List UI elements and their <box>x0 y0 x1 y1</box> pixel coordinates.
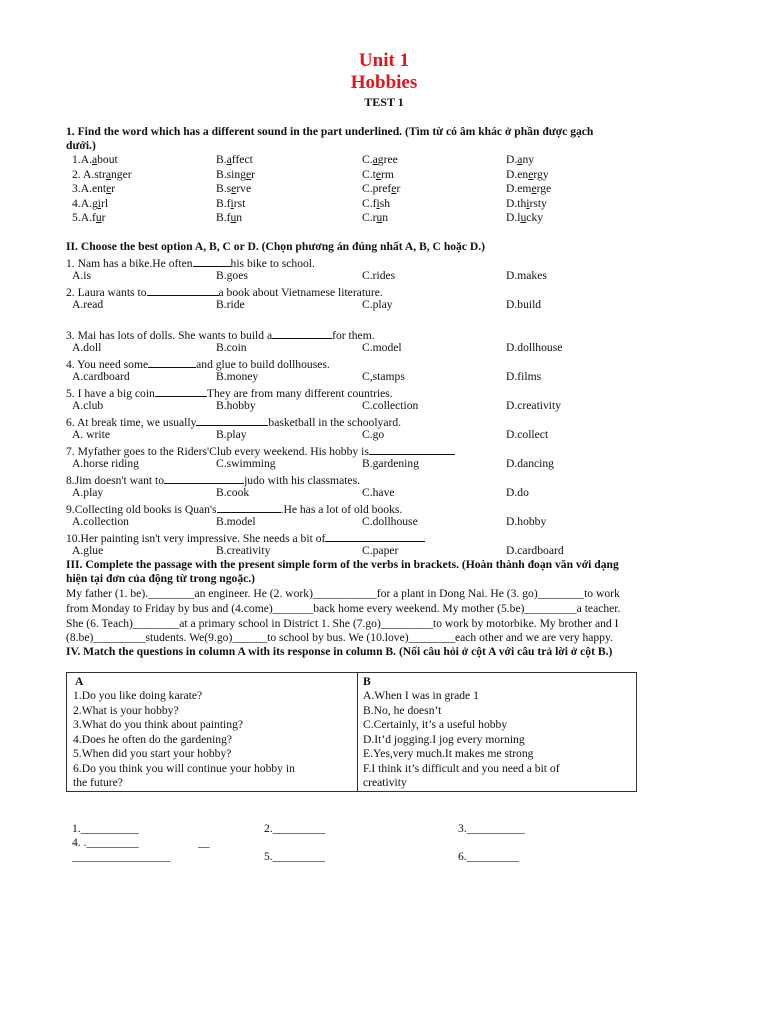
question-text: They are from many different countries. <box>206 387 393 400</box>
word-part: B. <box>216 153 227 166</box>
answer-option[interactable]: C.go <box>362 428 385 441</box>
answer-option[interactable]: C.model <box>362 341 402 354</box>
answer-option[interactable]: D.dancing <box>506 457 554 470</box>
question-text: 3. Mai has lots of dolls. She wants to build a <box>66 329 273 342</box>
question-stem <box>66 472 360 489</box>
column-a-item: 2.What is your hobby? <box>73 703 179 717</box>
answer-blank[interactable] <box>325 530 425 542</box>
passage-text: a teacher. <box>576 602 621 615</box>
answer-2[interactable]: 2._________ <box>264 822 325 835</box>
unit-title: Unit 1 <box>358 50 410 71</box>
word-part: D. <box>506 153 518 166</box>
answer-option[interactable]: C.have <box>362 486 395 499</box>
answer-option[interactable]: C.paper <box>362 544 399 557</box>
question-text: .He has a lot of old books. <box>280 503 403 516</box>
answer-option[interactable]: C.swimming <box>216 457 276 470</box>
question-text: 9.Collecting old books is Quan's <box>66 503 217 516</box>
word-part: 3.A.ent <box>72 182 107 195</box>
passage-line <box>66 631 613 646</box>
answer-blank[interactable] <box>272 327 332 339</box>
underlined-letter: e <box>231 182 237 195</box>
pronunciation-option <box>216 168 255 183</box>
answer-option[interactable]: A.cardboard <box>72 370 130 383</box>
question-text: judo with his classmates. <box>244 474 360 487</box>
underlined-letter: u <box>520 211 527 224</box>
pronunciation-option <box>72 168 132 183</box>
passage-text: from Monday to Friday by bus and (4.come) <box>66 602 273 615</box>
question-text: 4. You need some <box>66 358 149 371</box>
question-text: 1. Nam has a bike.He often <box>66 257 193 270</box>
word-part: bout <box>97 153 118 166</box>
answer-option[interactable]: D.build <box>506 298 542 311</box>
answer-option[interactable]: B.hobby <box>216 399 256 412</box>
word-part: C.pref <box>362 182 392 195</box>
answer-blank[interactable] <box>147 284 219 296</box>
word-part: 4.A.g <box>72 197 98 210</box>
word-part: C.t <box>362 168 376 181</box>
pronunciation-option <box>506 211 543 226</box>
answer-4[interactable]: 4. ._________ <box>72 836 139 849</box>
question-text: his bike to school. <box>230 257 315 270</box>
answer-option[interactable]: B.play <box>216 428 247 441</box>
column-a-item: 3.What do you think about painting? <box>73 718 244 731</box>
question-text: for them. <box>332 329 375 342</box>
word-part: rst <box>233 197 246 210</box>
answer-option[interactable]: D.films <box>506 370 542 383</box>
pronunciation-option <box>72 182 115 197</box>
word-part: rge <box>536 182 552 195</box>
answer-3[interactable]: 3.__________ <box>458 822 525 835</box>
passage-line <box>66 617 618 632</box>
verb-blank[interactable]: ________ <box>408 631 455 644</box>
answer-option[interactable]: A.collection <box>72 515 129 528</box>
section3-title-line2: hiện tại đơn của động từ trong ngoặc.) <box>66 572 256 585</box>
column-a-item: 6.Do you think you will continue your hobby in <box>73 761 295 775</box>
underlined-letter: e <box>531 182 537 195</box>
pronunciation-option <box>216 153 253 168</box>
question-text: 2. Laura wants to <box>66 286 147 299</box>
word-part: B.f <box>216 211 231 224</box>
passage-text: an engineer. He (2. work) <box>194 587 313 600</box>
verb-blank[interactable]: ________ <box>148 587 195 600</box>
question-text: a book about Vietnamese literature. <box>218 286 383 299</box>
underlined-letter: i <box>376 197 380 210</box>
table-divider <box>357 673 358 791</box>
word-part: cky <box>526 211 544 224</box>
pronunciation-option <box>362 182 400 197</box>
column-a-item: 4.Does he often do the gardening? <box>73 732 233 746</box>
answer-4-tail: __ <box>198 836 210 849</box>
column-b-item: D.It’d jogging.I jog every morning <box>363 732 525 746</box>
answer-option[interactable]: B.money <box>216 370 259 383</box>
answer-option[interactable]: A.read <box>72 298 104 311</box>
underlined-letter: e <box>245 168 252 181</box>
underlined-letter: e <box>391 182 397 195</box>
word-part: C.f <box>362 197 377 210</box>
answer-option[interactable]: A.glue <box>72 544 104 557</box>
answer-option[interactable]: B.ride <box>216 298 245 311</box>
verb-blank[interactable]: ________ <box>537 587 585 600</box>
passage-text: students. We(9.go) <box>145 631 233 644</box>
answer-blank[interactable] <box>164 472 244 484</box>
answer-option[interactable]: C.dollhouse <box>362 515 418 528</box>
matching-table <box>66 672 637 792</box>
underlined-letter: e <box>106 182 112 195</box>
word-part: nger <box>110 168 132 181</box>
word-part: ffect <box>231 153 253 166</box>
word-part: 2. A.str <box>72 168 106 181</box>
word-part: D.en <box>506 168 529 181</box>
word-part: 1.A. <box>72 153 92 166</box>
pronunciation-option <box>362 211 388 226</box>
underlined-letter: a <box>226 153 232 166</box>
pronunciation-option <box>216 211 242 226</box>
pronunciation-option <box>362 153 398 168</box>
word-part: n <box>236 211 243 224</box>
pronunciation-option <box>216 197 245 212</box>
pronunciation-option <box>506 197 547 212</box>
passage-line <box>66 587 620 602</box>
word-part: D.em <box>506 182 532 195</box>
answer-option[interactable]: A. write <box>72 428 110 441</box>
answer-option[interactable]: C.rides <box>362 269 396 282</box>
pronunciation-option <box>362 197 390 212</box>
answer-option[interactable]: B.cook <box>216 486 250 499</box>
answer-option[interactable]: C,stamps <box>362 370 405 383</box>
answer-option[interactable]: D.dollhouse <box>506 341 563 354</box>
word-part: B.s <box>216 182 232 195</box>
column-a-item: 1.Do you like doing karate? <box>73 689 203 702</box>
column-a-item: the future? <box>73 776 123 789</box>
section2-title: II. Choose the best option A, B, C or D. (Chọn phương án đúng nhất A, B, C hoặc D.) <box>66 240 486 253</box>
word-part: rsty <box>529 197 547 210</box>
verb-blank[interactable]: ___________ <box>312 587 377 600</box>
underlined-letter: i <box>97 197 101 210</box>
underlined-letter: i <box>230 197 234 210</box>
underlined-letter: u <box>230 211 237 224</box>
question-text: 8.Jim doesn't want to <box>66 474 165 487</box>
column-a-header: A <box>75 675 84 688</box>
answer-option[interactable]: D.makes <box>506 269 547 282</box>
answer-option[interactable]: D.hobby <box>506 515 547 528</box>
column-b-item: F.I think it’s difficult and you need a bit of <box>363 761 560 775</box>
answer-option[interactable]: B.coin <box>216 341 247 354</box>
answer-option[interactable]: C.collection <box>362 399 419 412</box>
answer-option[interactable]: D.cardboard <box>506 544 564 557</box>
word-part: D.th <box>506 197 527 210</box>
passage-text: at a primary school in District 1. She (7.go) <box>179 617 381 630</box>
word-part: gree <box>377 153 398 166</box>
word-part: rl <box>101 197 109 210</box>
passage-text: to work by motorbike. My brother and I <box>433 617 619 630</box>
word-part: C.r <box>362 211 377 224</box>
section4-title: IV. Match the questions in column A with its response in column B. (Nối câu hỏi ở cột A với câu trả lời ở cột B.) <box>66 645 613 658</box>
underlined-letter: u <box>376 211 383 224</box>
word-part: n <box>382 211 389 224</box>
word-part: D.l <box>506 211 521 224</box>
question-text: 6. At break time, we usually <box>66 416 197 429</box>
question-text: 10.Her painting isn't very impressive. She needs a bit of <box>66 532 326 545</box>
answer-option[interactable]: A.is <box>72 269 92 282</box>
answer-option[interactable]: A.club <box>72 399 104 412</box>
column-b-item: C.Certainly, it’s a useful hobby <box>363 718 508 731</box>
passage-text: for a plant in Dong Nai. He (3. go) <box>376 587 538 600</box>
word-part: r <box>396 182 401 195</box>
answer-option[interactable]: A.play <box>72 486 104 499</box>
verb-blank[interactable]: _________ <box>93 631 146 644</box>
underlined-letter: a <box>517 153 523 166</box>
word-part: r <box>111 182 116 195</box>
word-part: 5.A.f <box>72 211 96 224</box>
passage-line <box>66 602 620 617</box>
underlined-letter: u <box>95 211 102 224</box>
answer-option[interactable]: B.model <box>216 515 256 528</box>
word-part: B.sing <box>216 168 246 181</box>
test-label: TEST 1 <box>364 95 404 109</box>
column-b-item: E.Yes,very much.It makes me strong <box>363 747 534 760</box>
answer-blank[interactable] <box>217 501 281 513</box>
topic-title: Hobbies <box>350 72 418 93</box>
verb-blank[interactable]: ________ <box>132 617 180 630</box>
answer-4-line[interactable]: _________________ <box>72 850 171 863</box>
passage-text: She (6. Teach) <box>66 617 133 630</box>
question-text: 5. I have a big coin <box>66 387 155 400</box>
underlined-letter: a <box>372 153 378 166</box>
answer-option[interactable]: C.play <box>362 298 393 311</box>
passage-text: (8.be) <box>66 631 94 644</box>
verb-blank[interactable]: _________ <box>380 617 434 630</box>
word-part: B.f <box>216 197 231 210</box>
answer-blank[interactable] <box>148 356 196 368</box>
answer-blank[interactable] <box>193 255 231 267</box>
answer-option[interactable]: A.horse riding <box>72 457 139 470</box>
verb-blank[interactable]: ______ <box>232 631 268 644</box>
underlined-letter: i <box>526 197 530 210</box>
column-b-item: creativity <box>363 776 407 789</box>
answer-blank[interactable] <box>196 414 268 426</box>
answer-6[interactable]: 6._________ <box>458 850 519 863</box>
answer-5[interactable]: 5._________ <box>264 850 325 863</box>
answer-option[interactable]: A.doll <box>72 341 102 354</box>
answer-option[interactable]: D.collect <box>506 428 549 441</box>
column-a-item: 5.When did you start your hobby? <box>73 747 232 760</box>
answer-option[interactable]: B.goes <box>216 269 248 282</box>
passage-text: to work <box>584 587 620 600</box>
column-b-item: A.When I was in grade 1 <box>363 689 479 702</box>
word-part: rve <box>236 182 252 195</box>
pronunciation-option <box>362 168 394 183</box>
pronunciation-option <box>72 197 108 212</box>
column-b-item: B.No, he doesn’t <box>363 703 442 717</box>
pronunciation-option <box>506 168 549 183</box>
word-part: C. <box>362 153 373 166</box>
underlined-letter: a <box>91 153 98 166</box>
answer-1[interactable]: 1.__________ <box>72 822 139 835</box>
word-part: rgy <box>533 168 549 181</box>
answer-option[interactable]: B.creativity <box>216 544 271 557</box>
pronunciation-option <box>506 153 534 168</box>
answer-option[interactable]: D.creativity <box>506 399 562 412</box>
pronunciation-option <box>216 182 251 197</box>
passage-text: back home every weekend. My mother (5.be) <box>313 602 525 615</box>
question-text: and glue to build dollhouses. <box>196 358 330 371</box>
word-part: ny <box>522 153 535 166</box>
answer-option[interactable]: B.gardening <box>362 457 419 470</box>
question-text: basketball in the schoolyard. <box>268 416 402 429</box>
section1-title-line2: dưới.) <box>66 139 96 152</box>
passage-text: to school by bus. We (10.love) <box>267 631 409 644</box>
word-part: r <box>251 168 255 181</box>
question-text: 7. Myfather goes to the Riders'Club every weekend. His hobby is <box>66 445 369 458</box>
word-part: sh <box>379 197 391 210</box>
column-b-header: B <box>363 675 371 688</box>
passage-text: My father (1. be). <box>66 587 149 600</box>
word-part: r <box>101 211 106 224</box>
answer-option[interactable]: D.do <box>506 486 529 499</box>
underlined-letter: e <box>528 168 534 181</box>
answer-blank[interactable] <box>369 443 455 455</box>
pronunciation-option <box>72 153 118 168</box>
passage-text: each other and we are very happy. <box>454 631 613 644</box>
question-stem <box>66 255 315 272</box>
pronunciation-option <box>72 211 106 226</box>
word-part: rm <box>381 168 394 181</box>
underlined-letter: a <box>105 168 111 181</box>
section3-title-line1: III. Complete the passage with the present simple form of the verbs in brackets. (Hoàn thành đoạn văn với dạng <box>66 558 619 571</box>
underlined-letter: e <box>375 168 382 181</box>
answer-blank[interactable] <box>155 385 207 397</box>
verb-blank[interactable]: _______ <box>272 602 314 615</box>
verb-blank[interactable]: _________ <box>524 602 577 615</box>
section1-title-line1: 1. Find the word which has a different sound in the part underlined. (Tìm từ có âm khác ở phần được gạch <box>66 125 594 138</box>
pronunciation-option <box>506 182 551 197</box>
